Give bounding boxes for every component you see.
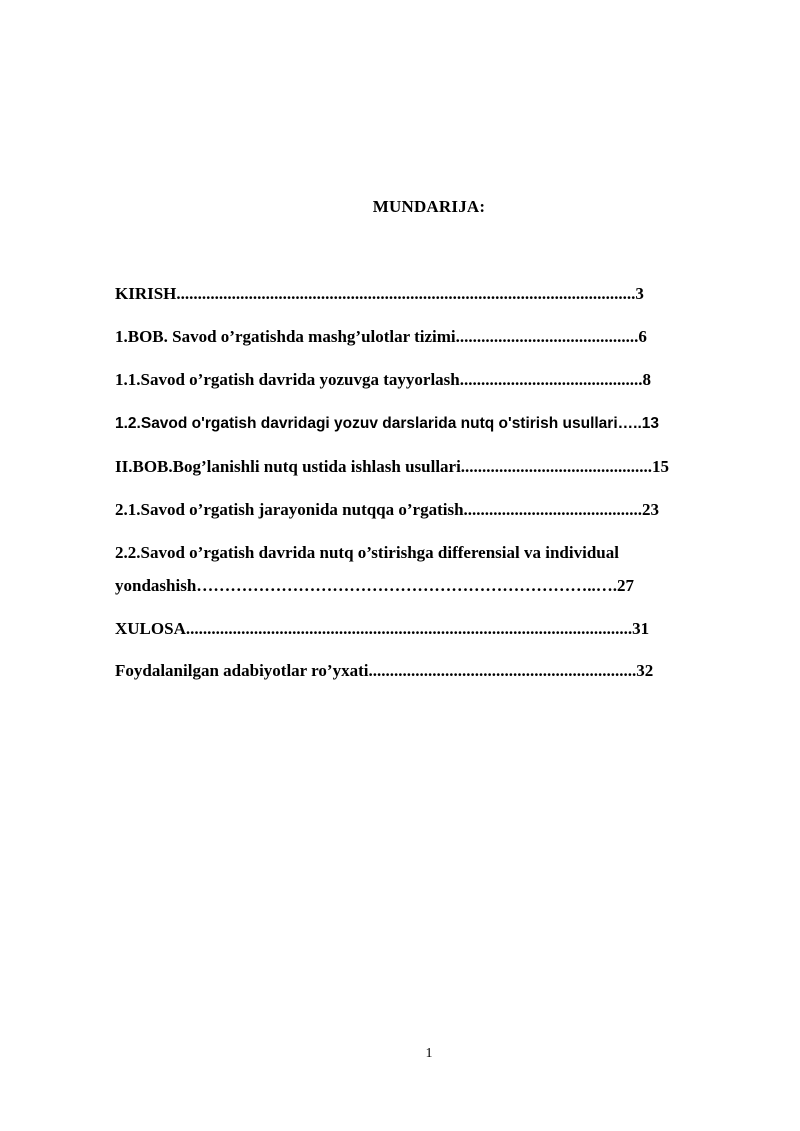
toc-entry-bob-1: 1.BOB. Savod o’rgatishda mashg’ulotlar tizimi...........................................6 [115,327,647,346]
page-number: 1 [425,1046,433,1061]
toc-entry-1-2: 1.2.Savod o'rgatish davridagi yozuv darslarida nutq o'stirish usullari…..13 [115,415,659,432]
toc-entry-2-2: 2.2.Savod o’rgatish davrida nutq o’stirishga differensial va individual [115,543,619,562]
toc-entry-references: Foydalanilgan adabiyotlar ro’yxati...............................................................32 [115,661,654,680]
toc-entry-kirish: KIRISH............................................................................................................3 [115,284,644,303]
toc-entry-2-1: 2.1.Savod o’rgatish jarayonida nutqqa o’rgatish..........................................23 [115,500,660,519]
toc-entry-2-2-continued: yondashish……………………………………………………………..….27 [115,576,635,595]
toc-entry-xulosa: XULOSA.........................................................................................................31 [115,619,650,638]
toc-title: MUNDARIJA: [372,197,486,216]
toc-entry-1-1: 1.1.Savod o’rgatish davrida yozuvga tayyorlash...........................................8 [115,370,651,389]
toc-entry-bob-2: II.BOB.Bog’lanishli nutq ustida ishlash usullari.............................................15 [115,457,670,476]
